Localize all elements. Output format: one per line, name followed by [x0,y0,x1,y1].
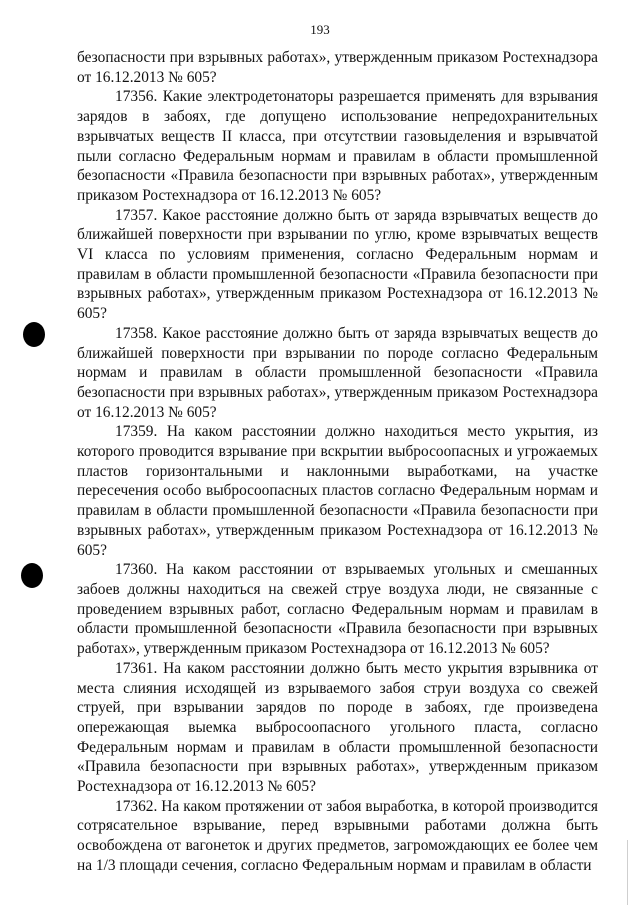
binder-hole-mark [23,322,45,347]
paragraph-17356: 17356. Какие электродетонаторы разрешается применять для взрывания зарядов в забоях, где допущено использование непредохранительных взрывчатых веществ II класса, при отсутствии газовыделения и взрывчатой пыли согласно Федеральным нормам и правилам в области промышленной безопасности «Правила безопасности при взрывных работах», утвержденным приказом Ростехнадзора от 16.12.2013 № 605? [77,88,598,204]
paragraph-17357: 17357. Какое расстояние должно быть от заряда взрывчатых веществ до ближайшей поверхности при взрывании по углю, кроме взрывчатых веществ VI класса по условиям применения, согласно Федеральным нормам и правилам в области промышленной безопасности «Правила безопасности при взрывных работах», утвержденным приказом Ростехнадзора от 16.12.2013 № 605? [77,206,598,323]
paragraph-17360: 17360. На каком расстоянии от взрываемых угольных и смешанных забоев должны находиться на свежей струе воздуха люди, не связанные с проведением взрывных работ, согласно Федеральным нормам и правилам в области промышленной безопасности «Правила безопасности при взрывных работах», утвержденным приказом Ростехнадзора от 16.12.2013 № 605? [77,561,598,658]
paragraph-17361: 17361. На каком расстоянии должно быть место укрытия взрывника от места слияния исходящей из взрываемого забоя струи воздуха со свежей струей, при взрывании зарядов по породе в забоях, где произведена опережающая выемка выбросоопасного угольного пласта, согласно Федеральным нормам и правилам в области промышленной безопасности «Правила безопасности при взрывных работах», утвержденным приказом Ростехнадзора от 16.12.2013 № 605? [77,659,598,796]
page-content [77,48,598,876]
paragraph-17359: 17359. На каком расстоянии должно находиться место укрытия, из которого проводится взрывание при вскрытии выбросоопасных и угрожаемых пластов горизонтальными и наклонными выработками, на участке пересечения особо выбросоопасных пластов согласно Федеральным нормам и правилам в области промышленной безопасности «Правила безопасности при взрывных работах», утвержденным приказом Ростехнадзора от 16.12.2013 № 605? [77,423,598,559]
page-number: 193 [310,22,330,37]
binder-hole-mark [21,563,43,588]
paragraph-17362: 17362. На каком протяжении от забоя выработка, в которой производится сотрясательное взрывание, перед взрывными работами должна быть освобождена от вагонеток и других предметов, загромождающих ее более чем на 1/3 площади сечения, согласно Федеральным нормам и правилам в области [77,797,598,874]
paragraph-17355-continuation: безопасности при взрывных работах», утвержденным приказом Ростехнадзора от 16.12.2013 № 605? [77,49,598,86]
scan-edge-line [627,840,628,905]
paragraph-17358: 17358. Какое расстояние должно быть от заряда взрывчатых веществ до ближайшей поверхности при взрывании по породе согласно Федеральным нормам и правилам в области промышленной безопасности «Правила безопасности при взрывных работах», утвержденным приказом Ростехнадзора от 16.12.2013 № 605? [77,324,598,421]
